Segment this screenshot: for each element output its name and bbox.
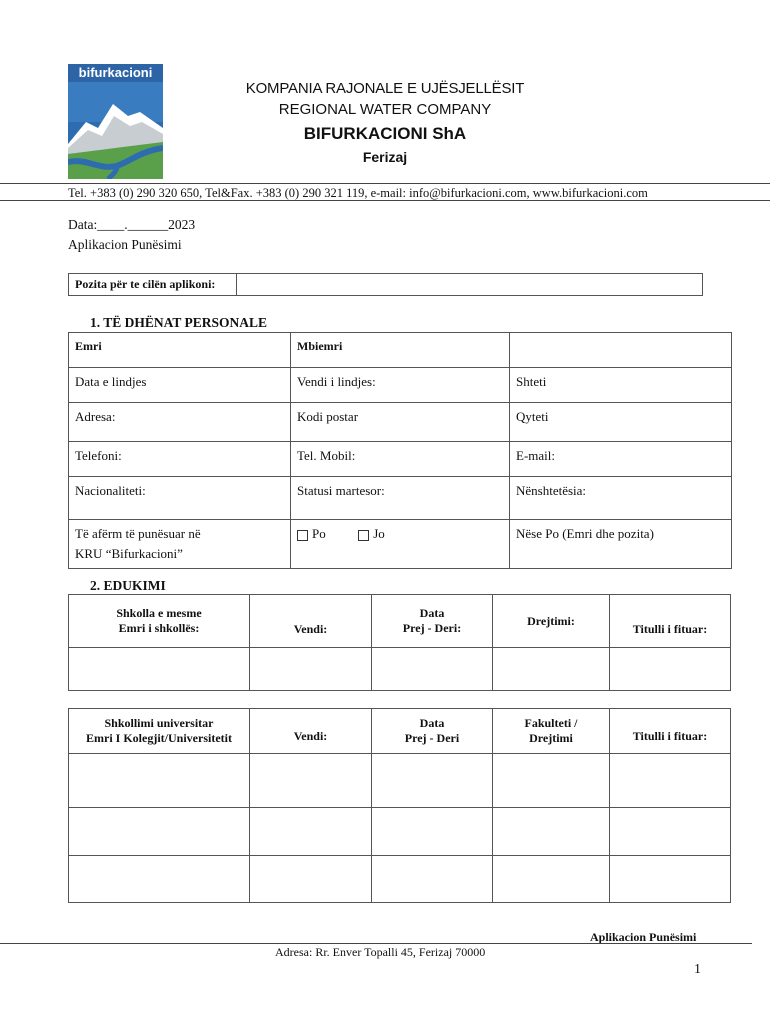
- postal-code-field[interactable]: Kodi postar: [291, 403, 510, 442]
- table-cell[interactable]: [372, 808, 493, 856]
- table-cell[interactable]: [610, 648, 731, 691]
- table-cell[interactable]: [250, 856, 372, 903]
- footer-address: Adresa: Rr. Enver Topalli 45, Ferizaj 70000: [275, 945, 486, 959]
- yes-label: Po: [312, 526, 326, 541]
- no-label: Jo: [373, 526, 385, 541]
- table-cell[interactable]: [250, 808, 372, 856]
- table-header-row: [69, 709, 731, 754]
- no-checkbox[interactable]: [358, 530, 369, 541]
- table-cell[interactable]: [493, 856, 610, 903]
- table-cell[interactable]: [69, 754, 250, 808]
- table-cell[interactable]: [69, 808, 250, 856]
- last-name-field[interactable]: Mbiemri: [291, 333, 510, 368]
- secondary-school-table: [68, 594, 731, 691]
- birth-place-field[interactable]: Vendi i lindjes:: [291, 368, 510, 403]
- table-cell[interactable]: [493, 808, 610, 856]
- university-table: [68, 708, 731, 903]
- title-header: Titulli i fituar:: [610, 595, 731, 648]
- footer-doc-name: Aplikacion Punësimi: [590, 930, 697, 944]
- yes-checkbox[interactable]: [297, 530, 308, 541]
- company-name-english: REGIONAL WATER COMPANY: [278, 101, 492, 118]
- nationality-field[interactable]: Nacionaliteti:: [69, 477, 291, 520]
- table-cell[interactable]: [372, 648, 493, 691]
- personal-row: [69, 333, 732, 368]
- relatives-employed-label: [69, 520, 291, 569]
- company-logo: [68, 64, 163, 179]
- header-text: Prej - Deri:: [402, 621, 462, 635]
- date-header: [372, 709, 493, 754]
- relatives-label-line2: KRU “Bifurkacioni”: [75, 546, 183, 561]
- university-name-header: [69, 709, 250, 754]
- title-header: Titulli i fituar:: [610, 709, 731, 754]
- personal-row: [69, 403, 732, 442]
- personal-data-table: [68, 332, 732, 569]
- school-name-header: [69, 595, 250, 648]
- company-city: Ferizaj: [362, 149, 408, 165]
- footer-rule: [0, 943, 752, 944]
- faculty-header: [493, 709, 610, 754]
- city-field[interactable]: Qyteti: [510, 403, 732, 442]
- table-cell[interactable]: [69, 648, 250, 691]
- country-field[interactable]: Shteti: [510, 368, 732, 403]
- table-cell[interactable]: [610, 754, 731, 808]
- table-cell[interactable]: [493, 648, 610, 691]
- contact-line: Tel. +383 (0) 290 320 650, Tel&Fax. +383 (0) 290 321 119, e-mail: info@bifurkacioni.com, www.bifurkacioni.com: [68, 186, 648, 200]
- education-section-heading: 2. EDUKIMI: [90, 578, 166, 593]
- header-rule-bottom: [0, 200, 770, 201]
- table-cell[interactable]: [372, 856, 493, 903]
- table-cell[interactable]: [372, 754, 493, 808]
- logo-mountain-graphic: [68, 82, 163, 179]
- empty-field[interactable]: [510, 333, 732, 368]
- citizenship-field[interactable]: Nënshtetësia:: [510, 477, 732, 520]
- header-text: Emri I Kolegjit/Universitetit: [86, 731, 232, 745]
- table-row: [69, 808, 731, 856]
- email-field[interactable]: E-mail:: [510, 442, 732, 477]
- birth-date-field[interactable]: Data e lindjes: [69, 368, 291, 403]
- header-text: Emri i shkollës:: [118, 621, 200, 635]
- table-cell[interactable]: [69, 856, 250, 903]
- page-number: 1: [694, 962, 701, 977]
- header-text: Fakulteti /: [524, 716, 578, 730]
- form-subtitle: Aplikacion Punësimi: [68, 237, 182, 252]
- personal-section-heading: 1. TË DHËNAT PERSONALE: [90, 315, 268, 330]
- mobile-field[interactable]: Tel. Mobil:: [291, 442, 510, 477]
- address-field[interactable]: Adresa:: [69, 403, 291, 442]
- date-line: Data:____.______2023: [68, 217, 196, 232]
- company-title: BIFURKACIONI ShA: [303, 124, 467, 143]
- table-row: [69, 856, 731, 903]
- table-cell[interactable]: [250, 648, 372, 691]
- table-cell[interactable]: [493, 754, 610, 808]
- table-row: [69, 754, 731, 808]
- table-cell[interactable]: [610, 808, 731, 856]
- header-text: Data: [419, 716, 445, 730]
- header-rule-top: [0, 183, 770, 184]
- position-field[interactable]: [237, 274, 703, 296]
- first-name-field[interactable]: Emri: [69, 333, 291, 368]
- table-header-row: [69, 595, 731, 648]
- phone-field[interactable]: Telefoni:: [69, 442, 291, 477]
- marital-status-field[interactable]: Statusi martesor:: [291, 477, 510, 520]
- relatives-options: [291, 520, 510, 569]
- table-cell[interactable]: [610, 856, 731, 903]
- place-header: Vendi:: [250, 709, 372, 754]
- if-yes-field[interactable]: Nëse Po (Emri dhe pozita): [510, 520, 732, 569]
- header-text: Prej - Deri: [404, 731, 460, 745]
- personal-row: [69, 520, 732, 569]
- table-row: [69, 648, 731, 691]
- header-text: Shkolla e mesme: [116, 606, 202, 620]
- personal-row: [69, 477, 732, 520]
- company-name-albanian: KOMPANIA RAJONALE E UJËSJELLËSIT: [245, 80, 525, 97]
- relatives-label-line1: Të afërm të punësuar në: [75, 526, 201, 541]
- direction-header: Drejtimi:: [493, 595, 610, 648]
- personal-row: [69, 368, 732, 403]
- header-text: Shkollimi universitar: [104, 716, 214, 730]
- table-cell[interactable]: [250, 754, 372, 808]
- place-header: Vendi:: [250, 595, 372, 648]
- position-table: [68, 273, 703, 296]
- header-text: Drejtimi: [529, 731, 573, 745]
- date-header: [372, 595, 493, 648]
- position-label: Pozita për te cilën aplikoni:: [69, 274, 237, 296]
- logo-text: bifurkacioni: [68, 64, 163, 82]
- header-text: Data: [419, 606, 445, 620]
- personal-row: [69, 442, 732, 477]
